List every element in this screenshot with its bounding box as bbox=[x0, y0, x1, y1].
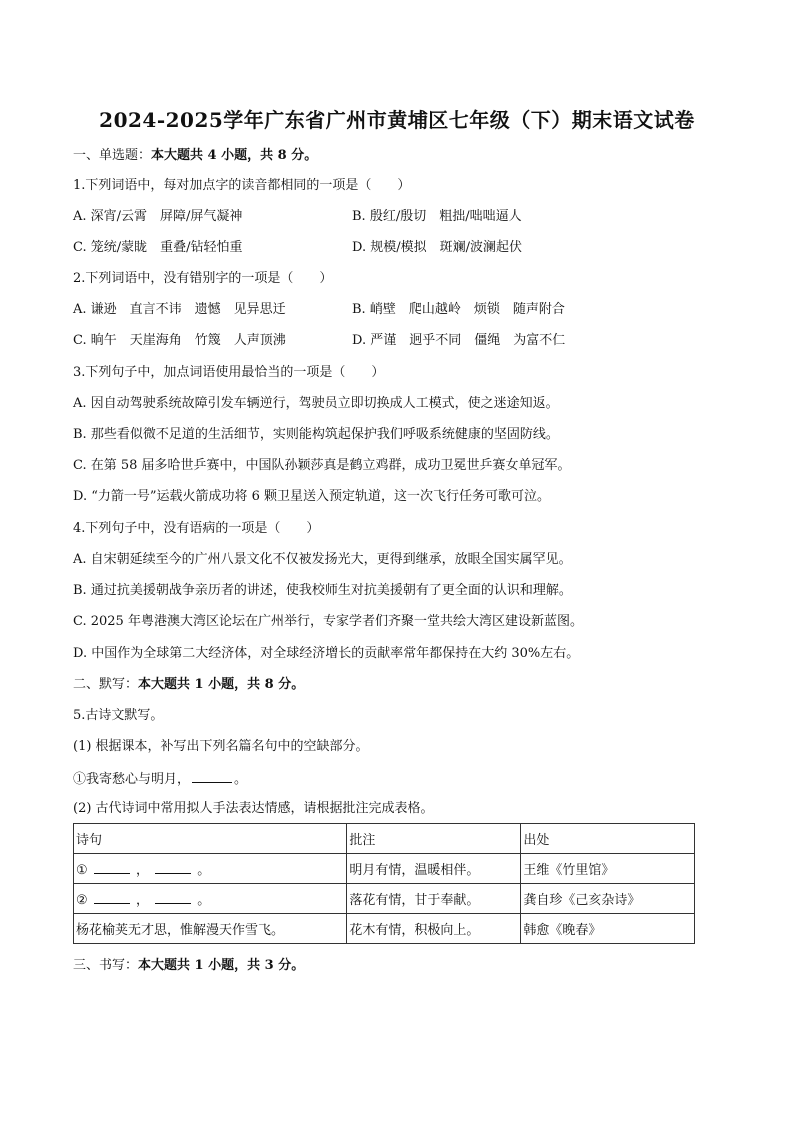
fill-blank[interactable] bbox=[155, 890, 191, 904]
row-sep: ， bbox=[135, 863, 149, 878]
q4-option-d[interactable]: D. 中国作为全球第二大经济体，对全球经济增长的贡献率常年都保持在大约 30%左右。 bbox=[73, 646, 580, 661]
fill-blank[interactable] bbox=[192, 769, 232, 783]
table-cell-note: 明月有情，温暖相伴。 bbox=[347, 854, 521, 884]
q1-stem: 1.下列词语中，每对加点字的读音都相同的一项是（ ） bbox=[73, 178, 411, 193]
section-2-prefix: 二、默写： bbox=[73, 677, 139, 692]
fill-blank[interactable] bbox=[155, 860, 191, 874]
section-2-info: 本大题共 1 小题，共 8 分。 bbox=[138, 677, 305, 692]
q1-option-d[interactable]: D. 规模/模拟 斑斓/波澜起伏 bbox=[352, 240, 522, 255]
table-cell-poem: 杨花榆荚无才思，惟解漫天作雪飞。 bbox=[74, 914, 347, 944]
poem-table bbox=[73, 823, 695, 944]
q2-option-a[interactable]: A. 谦逊 直言不讳 遗憾 见异思迁 bbox=[73, 302, 286, 317]
section-1-heading bbox=[73, 147, 317, 165]
q1-option-c[interactable]: C. 笼统/蒙眬 重叠/钻轻怕重 bbox=[73, 240, 243, 255]
q4-stem: 4.下列句子中，没有语病的一项是（ ） bbox=[73, 521, 320, 536]
q1-option-a[interactable]: A. 深宵/云霄 屏障/屏气凝神 bbox=[73, 209, 243, 224]
row-sep: ， bbox=[135, 893, 149, 908]
q2-option-c[interactable]: C. 晌午 天崖海角 竹篾 人声顶沸 bbox=[73, 333, 286, 348]
q3-option-a[interactable]: A. 因自动驾驶系统故障引发车辆逆行，驾驶员立即切换成人工模式，使之迷途知返。 bbox=[73, 396, 559, 411]
table-cell-poem bbox=[74, 854, 347, 884]
q4-option-b[interactable]: B. 通过抗美援朝战争亲历者的讲述，使我校师生对抗美援朝有了更全面的认识和理解。 bbox=[73, 583, 572, 598]
table-header-row bbox=[74, 824, 695, 854]
section-3-heading bbox=[73, 957, 304, 975]
q5-part2-instruction: (2) 古代诗词中常用拟人手法表达情感，请根据批注完成表格。 bbox=[73, 801, 434, 816]
q2-option-b[interactable]: B. 峭壁 爬山越岭 烦锁 随声附合 bbox=[352, 302, 565, 317]
table-cell-source: 韩愈《晚春》 bbox=[521, 914, 695, 944]
section-1-prefix: 一、单选题： bbox=[73, 148, 152, 163]
section-3-info: 本大题共 1 小题，共 3 分。 bbox=[138, 958, 305, 973]
row-end: 。 bbox=[197, 863, 211, 878]
q4-option-c[interactable]: C. 2025 年粤港澳大湾区论坛在广州举行，专家学者们齐聚一堂共绘大湾区建设新蓝图。 bbox=[73, 614, 583, 629]
fill-blank[interactable] bbox=[94, 890, 130, 904]
table-cell-source: 王维《竹里馆》 bbox=[521, 854, 695, 884]
table-header-cell: 诗句 bbox=[74, 824, 347, 854]
q3-stem: 3.下列句子中，加点词语使用最恰当的一项是（ ） bbox=[73, 365, 385, 380]
table-cell-note: 花木有情，积极向上。 bbox=[347, 914, 521, 944]
table-cell-note: 落花有情，甘于奉献。 bbox=[347, 884, 521, 914]
q5-stem: 5.古诗文默写。 bbox=[73, 708, 164, 723]
table-row bbox=[74, 914, 695, 944]
table-header-cell: 出处 bbox=[521, 824, 695, 854]
row-mark: ① bbox=[76, 863, 88, 878]
q2-option-d[interactable]: D. 严谨 迥乎不同 僵绳 为富不仁 bbox=[352, 333, 566, 348]
fill-blank[interactable] bbox=[94, 860, 130, 874]
table-cell-source: 龚自珍《己亥杂诗》 bbox=[521, 884, 695, 914]
table-cell-poem bbox=[74, 884, 347, 914]
q3-option-c[interactable]: C. 在第 58 届多哈世乒赛中，中国队孙颖莎真是鹤立鸡群，成功卫冕世乒赛女单冠军。 bbox=[73, 458, 571, 473]
row-end: 。 bbox=[197, 893, 211, 908]
q2-stem: 2.下列词语中，没有错别字的一项是（ ） bbox=[73, 271, 333, 286]
q5-part1-instruction: (1) 根据课本，补写出下列名篇名句中的空缺部分。 bbox=[73, 739, 369, 754]
exam-title: 2024-2025学年广东省广州市黄埔区七年级（下）期末语文试卷 bbox=[99, 108, 695, 132]
q5-part1-item bbox=[73, 769, 247, 789]
q5-part1-item-end: 。 bbox=[234, 772, 248, 787]
table-header-cell: 批注 bbox=[347, 824, 521, 854]
section-2-heading bbox=[73, 676, 304, 694]
section-1-info: 本大题共 4 小题，共 8 分。 bbox=[151, 148, 318, 163]
q3-option-d[interactable]: D. “力箭一号”运载火箭成功将 6 颗卫星送入预定轨道，这一次飞行任务可歌可泣。 bbox=[73, 489, 551, 504]
q4-option-a[interactable]: A. 自宋朝延续至今的广州八景文化不仅被发扬光大，更得到继承，放眼全国实属罕见。 bbox=[73, 552, 572, 567]
q5-part1-item-text: ①我寄愁心与明月， bbox=[73, 772, 191, 787]
row-mark: ② bbox=[76, 893, 88, 908]
q3-option-b[interactable]: B. 那些看似微不足道的生活细节，实则能构筑起保护我们呼吸系统健康的坚固防线。 bbox=[73, 427, 559, 442]
section-3-prefix: 三、书写： bbox=[73, 958, 139, 973]
q1-option-b[interactable]: B. 殷红/殷切 粗拙/咄咄逼人 bbox=[352, 209, 522, 224]
table-row bbox=[74, 884, 695, 914]
table-row bbox=[74, 854, 695, 884]
